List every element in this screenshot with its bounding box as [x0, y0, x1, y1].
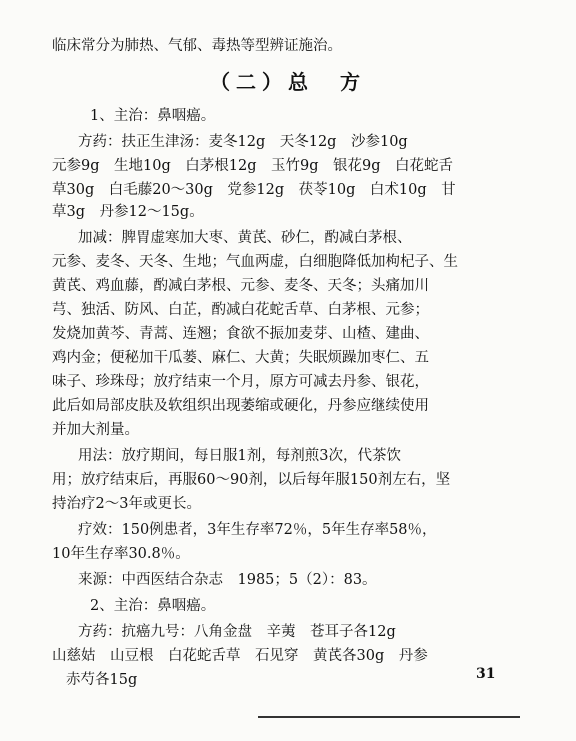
intro-line: 临床常分为肺热、气郁、毒热等型辨证施治。 — [52, 38, 342, 54]
section-heading: （二）总 方 — [210, 70, 366, 94]
entry1-formula-line: 元参9g 生地10g 白茅根12g 玉竹9g 银花9g 白花蛇舌 — [52, 158, 453, 174]
entry1-modification-line: 元参、麦冬、天冬、生地；气血两虚，白细胞降低加枸杞子、生 — [52, 254, 458, 270]
entry1-modification-line: 此后如局部皮肤及软组织出现萎缩或硬化，丹参应继续使用 — [52, 398, 429, 414]
entry1-modification-line: 发烧加黄芩、青蒿、连翘；食欲不振加麦芽、山楂、建曲、 — [52, 326, 429, 342]
entry2-formula-line: 赤芍各15g — [66, 672, 138, 688]
entry2-formula-line: 方药：抗癌九号：八角金盘 辛荑 苍耳子各12g — [78, 624, 396, 640]
entry1-usage-line: 持治疗2～3年或更长。 — [52, 496, 201, 512]
entry1-efficacy-line: 10年生存率30.8％。 — [52, 546, 190, 562]
entry1-modification-line: 加减：脾胃虚寒加大枣、黄芪、砂仁，酌减白茅根、 — [78, 230, 412, 246]
entry1-modification-line: 鸡内金；便秘加干瓜蒌、麻仁、大黄；失眠烦躁加枣仁、五 — [52, 350, 429, 366]
entry2-indication: 2、主治：鼻咽癌。 — [90, 598, 216, 614]
entry1-source: 来源：中西医结合杂志 1985；5（2）：83。 — [78, 572, 377, 588]
entry1-formula-line: 草30g 白毛藤20～30g 党参12g 茯苓10g 白术10g 甘 — [52, 182, 456, 198]
entry1-modification-line: 味子、珍珠母；放疗结束一个月，原方可减去丹参、银花， — [52, 374, 429, 390]
page-number: 31 — [476, 666, 496, 682]
bottom-rule — [258, 716, 520, 718]
entry1-usage-line: 用法：放疗期间，每日服1剂，每剂煎3次，代茶饮 — [78, 448, 401, 464]
entry1-modification-line: 黄芪、鸡血藤，酌减白茅根、元参、麦冬、天冬；头痛加川 — [52, 278, 429, 294]
entry2-formula-line: 山慈姑 山豆根 白花蛇舌草 石见穿 黄芪各30g 丹参 — [52, 648, 428, 664]
entry1-indication: 1、主治：鼻咽癌。 — [90, 108, 216, 124]
entry1-efficacy-line: 疗效：150例患者，3年生存率72％，5年生存率58％， — [78, 522, 437, 538]
entry1-formula-line: 草3g 丹参12～15g。 — [52, 204, 204, 220]
entry1-formula-line: 方药：扶正生津汤：麦冬12g 天冬12g 沙参10g — [78, 134, 408, 150]
entry1-usage-line: 用；放疗结束后，再服60～90剂，以后每年服150剂左右，坚 — [52, 472, 451, 488]
entry1-modification-line: 芎、独活、防风、白芷，酌减白花蛇舌草、白茅根、元参； — [52, 302, 429, 318]
entry1-modification-line: 并加大剂量。 — [52, 422, 139, 438]
